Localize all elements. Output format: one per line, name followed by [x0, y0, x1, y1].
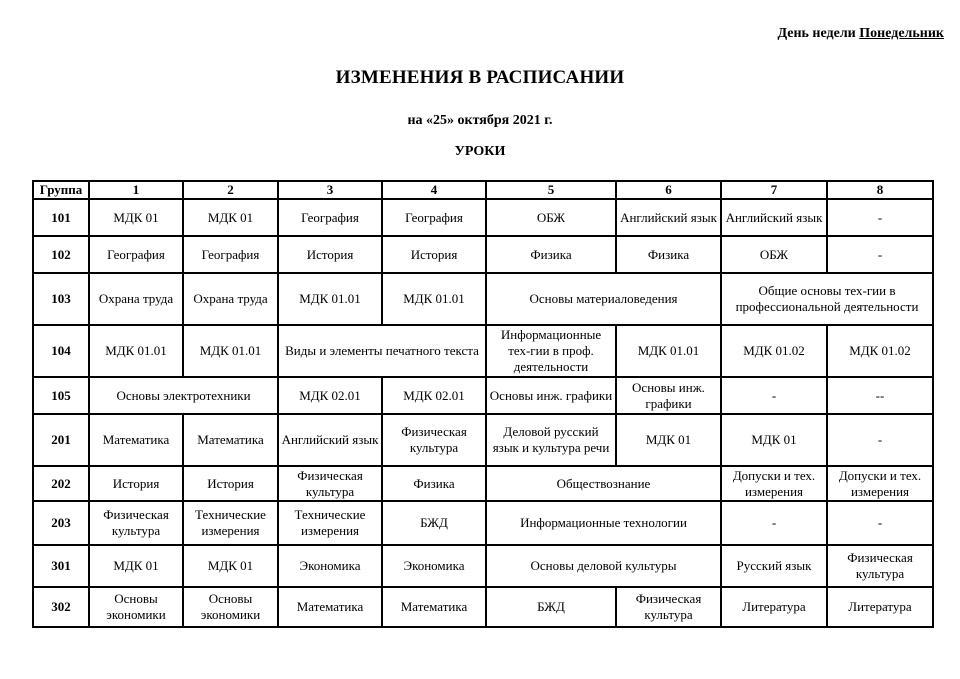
lesson-cell: Основы экономики: [89, 587, 183, 627]
table-row: [33, 377, 933, 414]
table-row: [33, 236, 933, 273]
day-of-week: [777, 26, 944, 42]
lesson-cell: Русский язык: [721, 545, 827, 587]
schedule-table: [32, 180, 934, 628]
lesson-cell: Технические измерения: [183, 501, 278, 545]
lesson-cell: Литература: [827, 587, 933, 627]
lesson-cell: Основы деловой культуры: [486, 545, 721, 587]
column-header-lesson: 4: [382, 181, 486, 199]
lesson-cell: Охрана труда: [89, 273, 183, 325]
lesson-cell: География: [278, 199, 382, 236]
lesson-cell: Математика: [183, 414, 278, 466]
lesson-cell: Экономика: [278, 545, 382, 587]
lesson-cell: География: [89, 236, 183, 273]
lesson-cell: БЖД: [382, 501, 486, 545]
lesson-cell: -: [827, 199, 933, 236]
table-row: [33, 466, 933, 501]
column-header-lesson: 5: [486, 181, 616, 199]
lesson-cell: География: [382, 199, 486, 236]
lesson-cell: МДК 02.01: [382, 377, 486, 414]
lesson-cell: МДК 01: [183, 545, 278, 587]
section-subtitle: УРОКИ: [454, 144, 506, 159]
lesson-cell: МДК 02.01: [278, 377, 382, 414]
column-header-lesson: 2: [183, 181, 278, 199]
group-cell: 104: [33, 325, 89, 377]
lesson-cell: Физическая культура: [827, 545, 933, 587]
lesson-cell: Физика: [616, 236, 721, 273]
lesson-cell: Основы электротехники: [89, 377, 278, 414]
lesson-cell: Информационные тех-гии в проф. деятельности: [486, 325, 616, 377]
lesson-cell: Физика: [382, 466, 486, 501]
lesson-cell: История: [89, 466, 183, 501]
lesson-cell: Английский язык: [616, 199, 721, 236]
table-row: [33, 273, 933, 325]
lesson-cell: Физическая культура: [278, 466, 382, 501]
table-row: [33, 501, 933, 545]
lesson-cell: Английский язык: [721, 199, 827, 236]
group-cell: 301: [33, 545, 89, 587]
column-header-lesson: 7: [721, 181, 827, 199]
lesson-cell: МДК 01: [89, 545, 183, 587]
lesson-cell: -: [827, 414, 933, 466]
lesson-cell: Литература: [721, 587, 827, 627]
table-row: [33, 199, 933, 236]
lesson-cell: Английский язык: [278, 414, 382, 466]
lesson-cell: -: [721, 501, 827, 545]
lesson-cell: МДК 01: [721, 414, 827, 466]
lesson-cell: ОБЖ: [486, 199, 616, 236]
group-cell: 201: [33, 414, 89, 466]
lesson-cell: Математика: [89, 414, 183, 466]
lesson-cell: Охрана труда: [183, 273, 278, 325]
lesson-cell: -: [827, 236, 933, 273]
table-row: [33, 325, 933, 377]
lesson-cell: Основы экономики: [183, 587, 278, 627]
lesson-cell: Физика: [486, 236, 616, 273]
table-row: [33, 545, 933, 587]
group-cell: 202: [33, 466, 89, 501]
lesson-cell: МДК 01: [183, 199, 278, 236]
lesson-cell: -: [827, 501, 933, 545]
lesson-cell: МДК 01.01: [616, 325, 721, 377]
lesson-cell: Экономика: [382, 545, 486, 587]
lesson-cell: Физическая культура: [382, 414, 486, 466]
schedule-date: на «25» октября 2021 г.: [407, 113, 553, 128]
lesson-cell: История: [278, 236, 382, 273]
lesson-cell: МДК 01.01: [89, 325, 183, 377]
column-header-lesson: 6: [616, 181, 721, 199]
lesson-cell: МДК 01.02: [721, 325, 827, 377]
lesson-cell: Информационные технологии: [486, 501, 721, 545]
lesson-cell: Допуски и тех. измерения: [827, 466, 933, 501]
day-of-week-value: Понедельник: [859, 26, 944, 41]
table-row: [33, 414, 933, 466]
column-header-lesson: 8: [827, 181, 933, 199]
group-cell: 203: [33, 501, 89, 545]
group-cell: 101: [33, 199, 89, 236]
lesson-cell: Основы инж. графики: [486, 377, 616, 414]
lesson-cell: История: [183, 466, 278, 501]
lesson-cell: Общие основы тех-гии в профессиональной деятельности: [721, 273, 933, 325]
day-of-week-label: День недели: [777, 26, 856, 41]
group-cell: 302: [33, 587, 89, 627]
table-row: [33, 587, 933, 627]
lesson-cell: Обществознание: [486, 466, 721, 501]
group-cell: 105: [33, 377, 89, 414]
lesson-cell: Основы инж. графики: [616, 377, 721, 414]
column-header-lesson: 3: [278, 181, 382, 199]
lesson-cell: Виды и элементы печатного текста: [278, 325, 486, 377]
lesson-cell: Допуски и тех. измерения: [721, 466, 827, 501]
lesson-cell: МДК 01.01: [278, 273, 382, 325]
table-header-row: [33, 181, 933, 199]
lesson-cell: Технические измерения: [278, 501, 382, 545]
lesson-cell: Физическая культура: [89, 501, 183, 545]
lesson-cell: МДК 01.01: [382, 273, 486, 325]
page-title: ИЗМЕНЕНИЯ В РАСПИСАНИИ: [335, 67, 625, 88]
lesson-cell: Физическая культура: [616, 587, 721, 627]
lesson-cell: Деловой русский язык и культура речи: [486, 414, 616, 466]
lesson-cell: Математика: [382, 587, 486, 627]
lesson-cell: --: [827, 377, 933, 414]
lesson-cell: -: [721, 377, 827, 414]
lesson-cell: МДК 01: [616, 414, 721, 466]
lesson-cell: Математика: [278, 587, 382, 627]
column-header-lesson: 1: [89, 181, 183, 199]
lesson-cell: МДК 01.01: [183, 325, 278, 377]
lesson-cell: История: [382, 236, 486, 273]
lesson-cell: МДК 01: [89, 199, 183, 236]
lesson-cell: БЖД: [486, 587, 616, 627]
group-cell: 103: [33, 273, 89, 325]
lesson-cell: ОБЖ: [721, 236, 827, 273]
group-cell: 102: [33, 236, 89, 273]
lesson-cell: МДК 01.02: [827, 325, 933, 377]
lesson-cell: Основы материаловедения: [486, 273, 721, 325]
lesson-cell: География: [183, 236, 278, 273]
column-header-group: Группа: [33, 181, 89, 199]
